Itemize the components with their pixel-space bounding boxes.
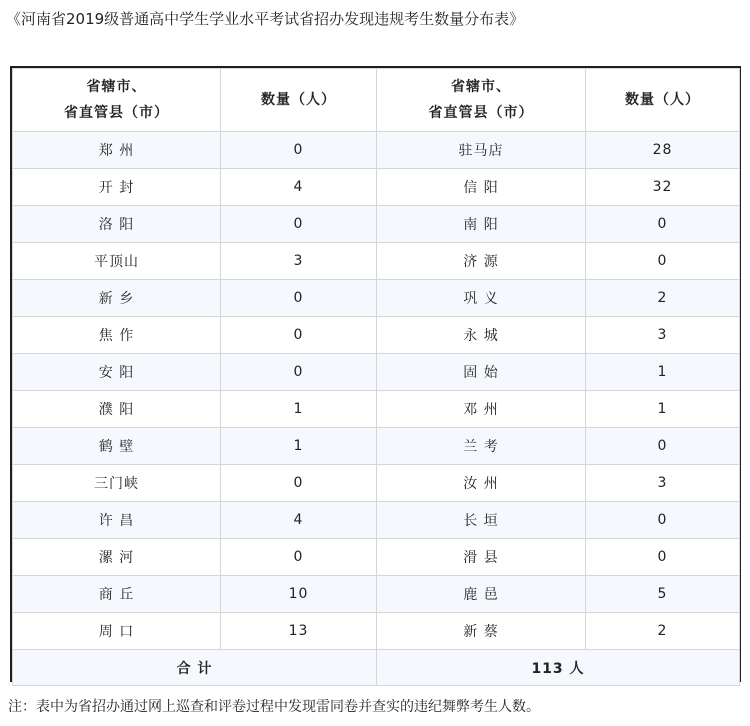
region-cell: 郑 州 (13, 132, 221, 169)
region-cell: 三门峡 (13, 465, 221, 502)
count-cell: 1 (221, 391, 377, 428)
region-cell: 长 垣 (377, 502, 586, 539)
table-row (13, 576, 740, 613)
region-cell: 焦 作 (13, 317, 221, 354)
table-row (13, 280, 740, 317)
count-cell: 4 (221, 169, 377, 206)
footnote: 注：表中为省招办通过网上巡查和评卷过程中发现雷同卷并查实的违纪舞弊考生人数。 (8, 699, 540, 715)
region-cell: 许 昌 (13, 502, 221, 539)
region-cell: 巩 义 (377, 280, 586, 317)
region-cell: 周 口 (13, 613, 221, 650)
count-cell: 1 (586, 354, 740, 391)
count-cell: 2 (586, 280, 740, 317)
total-row (13, 650, 740, 686)
region-cell: 信 阳 (377, 169, 586, 206)
table-row (13, 539, 740, 576)
table-body (13, 132, 740, 650)
table-header-row (13, 69, 740, 132)
count-cell: 3 (586, 465, 740, 502)
count-cell: 1 (586, 391, 740, 428)
region-cell: 开 封 (13, 169, 221, 206)
count-cell: 0 (221, 132, 377, 169)
region-cell: 新 乡 (13, 280, 221, 317)
table-row (13, 243, 740, 280)
header-count-left: 数量（人） (221, 69, 377, 132)
count-cell: 0 (586, 428, 740, 465)
table-row (13, 206, 740, 243)
count-cell: 0 (586, 243, 740, 280)
count-cell: 0 (221, 206, 377, 243)
total-value: 113 人 (377, 650, 740, 686)
region-cell: 平顶山 (13, 243, 221, 280)
region-cell: 永 城 (377, 317, 586, 354)
count-cell: 1 (221, 428, 377, 465)
count-cell: 5 (586, 576, 740, 613)
count-cell: 0 (221, 354, 377, 391)
header-region-line2: 省直管县（市） (64, 105, 169, 121)
header-count-right: 数量（人） (586, 69, 740, 132)
region-cell: 新 蔡 (377, 613, 586, 650)
count-cell: 10 (221, 576, 377, 613)
count-cell: 0 (586, 206, 740, 243)
count-cell: 0 (221, 539, 377, 576)
table-row (13, 354, 740, 391)
region-cell: 邓 州 (377, 391, 586, 428)
region-cell: 安 阳 (13, 354, 221, 391)
table-row (13, 132, 740, 169)
count-cell: 32 (586, 169, 740, 206)
count-cell: 0 (221, 317, 377, 354)
region-cell: 鹿 邑 (377, 576, 586, 613)
count-cell: 3 (586, 317, 740, 354)
region-cell: 南 阳 (377, 206, 586, 243)
table-row (13, 465, 740, 502)
count-cell: 0 (221, 280, 377, 317)
region-cell: 商 丘 (13, 576, 221, 613)
count-cell: 0 (221, 465, 377, 502)
table-row (13, 613, 740, 650)
header-region-line1: 省辖市、 (451, 79, 511, 95)
region-cell: 漯 河 (13, 539, 221, 576)
region-cell: 汝 州 (377, 465, 586, 502)
region-cell: 驻马店 (377, 132, 586, 169)
count-cell: 0 (586, 502, 740, 539)
header-region-right (377, 69, 586, 132)
region-cell: 固 始 (377, 354, 586, 391)
count-cell: 0 (586, 539, 740, 576)
table-row (13, 169, 740, 206)
region-cell: 鹤 壁 (13, 428, 221, 465)
region-cell: 滑 县 (377, 539, 586, 576)
table-row (13, 317, 740, 354)
table-row (13, 502, 740, 539)
document-title: 《河南省2019级普通高中学生学业水平考试省招办发现违规考生数量分布表》 (6, 10, 525, 28)
region-cell: 濮 阳 (13, 391, 221, 428)
region-cell: 济 源 (377, 243, 586, 280)
violation-distribution-table (10, 66, 741, 682)
count-cell: 2 (586, 613, 740, 650)
table-row (13, 428, 740, 465)
table-row (13, 391, 740, 428)
header-region-line2: 省直管县（市） (428, 105, 534, 121)
header-region-left (13, 69, 221, 132)
count-cell: 13 (221, 613, 377, 650)
count-cell: 3 (221, 243, 377, 280)
count-cell: 4 (221, 502, 377, 539)
region-cell: 洛 阳 (13, 206, 221, 243)
total-label: 合 计 (13, 650, 377, 686)
header-region-line1: 省辖市、 (86, 79, 147, 95)
count-cell: 28 (586, 132, 740, 169)
region-cell: 兰 考 (377, 428, 586, 465)
